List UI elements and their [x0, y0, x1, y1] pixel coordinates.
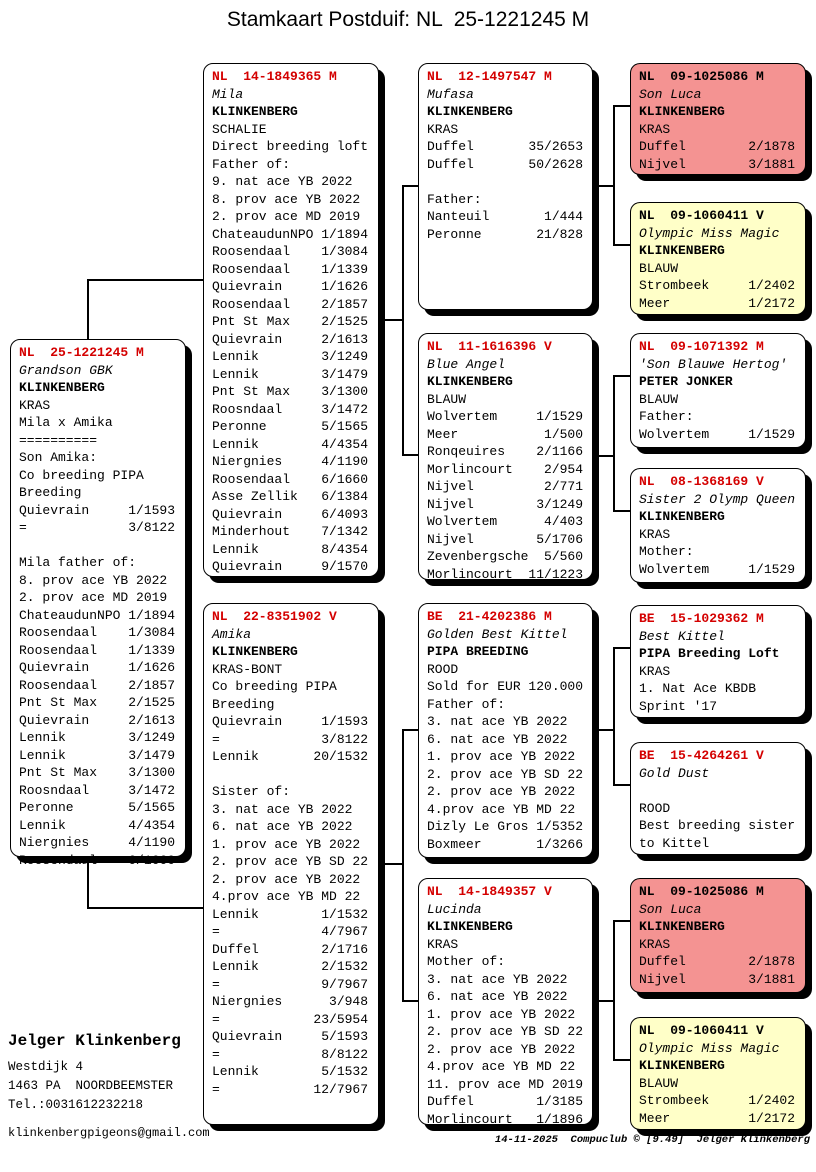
- connector-line: [613, 920, 630, 922]
- ring-number: BE 15-4264261 V: [639, 748, 764, 763]
- connector-line: [613, 920, 615, 1061]
- performance-line: Quievrain 5/1593: [212, 1029, 369, 1044]
- performance-line: Breeding: [19, 485, 82, 500]
- ring-number: NL 14-1849357 V: [427, 884, 552, 899]
- performance-line: Roosendaal 2/1857: [19, 677, 176, 693]
- performance-line: Lennik 1/1532: [212, 906, 369, 922]
- connector-line: [613, 244, 630, 246]
- performance-line: Lennik 5/1532: [212, 1064, 369, 1079]
- performance-line: Wolvertem 4/403: [427, 514, 584, 529]
- performance-line: Lennik 4/4354: [19, 817, 176, 833]
- pigeon-name: Gold Dust: [639, 765, 710, 781]
- performance-line: Co breeding PIPA: [19, 467, 144, 483]
- pigeon-name: Son Luca: [639, 86, 702, 102]
- pedigree-box-main: [10, 339, 186, 868]
- performance-line: Duffel 50/2628: [427, 156, 584, 172]
- pigeon-name: Best Kittel: [639, 628, 725, 644]
- connector-line: [402, 185, 418, 187]
- performance-line: Peronne 5/1565: [19, 800, 176, 815]
- loft-name: [639, 782, 803, 800]
- performance-line: Nanteuil 1/444: [427, 209, 584, 224]
- performance-lines: [639, 260, 803, 313]
- connector-line: [613, 375, 630, 377]
- performance-line: BLAUW: [639, 260, 679, 276]
- performance-line: 3. nat ace YB 2022: [212, 801, 353, 817]
- pigeon-name: Mufasa: [427, 86, 474, 102]
- performance-line: Roosndaal 3/1472: [212, 401, 369, 417]
- connector-line: [402, 729, 418, 731]
- performance-lines: [639, 663, 803, 716]
- performance-line: Roosndaal 3/1472: [19, 782, 176, 798]
- performance-line: Roosendaal 1/1339: [19, 642, 176, 658]
- performance-line: Wolvertem 1/1529: [639, 561, 796, 577]
- performance-line: ROOD: [639, 800, 671, 816]
- performance-line: Duffel 2/1716: [212, 941, 369, 957]
- performance-line: Quievrain 1/1593: [19, 502, 176, 518]
- performance-line: Mother of:: [427, 954, 506, 969]
- pigeon-name: 'Son Blauwe Hertog': [639, 356, 788, 372]
- loft-name: KLINKENBERG: [639, 104, 725, 119]
- performance-line: Roosendaal 1/3084: [19, 625, 176, 640]
- performance-lines: [639, 121, 803, 174]
- performance-line: Wolvertem 1/1529: [639, 426, 796, 442]
- performance-line: Meer 1/500: [427, 426, 584, 442]
- loft-name: KLINKENBERG: [639, 919, 725, 934]
- performance-line: Nijvel 5/1706: [427, 531, 584, 547]
- owner-name: Jelger Klinkenberg: [8, 1032, 181, 1050]
- performance-line: 1. prov ace YB 2022: [427, 749, 576, 764]
- connector-line: [402, 186, 404, 456]
- performance-line: Lennik 4/4354: [212, 436, 369, 452]
- performance-line: Mother:: [639, 544, 694, 559]
- performance-line: Quievrain 9/1570: [212, 559, 369, 574]
- performance-line: Father:: [427, 191, 482, 207]
- performance-line: Pnt St Max 2/1525: [212, 314, 369, 329]
- loft-name: KLINKENBERG: [639, 509, 725, 524]
- performance-lines: [427, 936, 590, 1129]
- performance-line: BLAUW: [639, 1075, 679, 1091]
- performance-line: = 4/7967: [212, 924, 369, 939]
- performance-line: Pnt St Max 3/1300: [212, 384, 369, 399]
- loft-name: KLINKENBERG: [19, 380, 105, 395]
- performance-line: KRAS: [639, 121, 671, 137]
- performance-line: 8. prov ace YB 2022: [19, 572, 168, 588]
- pigeon-name: Son Luca: [639, 901, 702, 917]
- performance-line: Strombeek 1/2402: [639, 278, 796, 293]
- connector-line: [613, 375, 615, 512]
- connector-line: [613, 1059, 630, 1061]
- performance-lines: [639, 800, 803, 853]
- loft-name: KLINKENBERG: [639, 243, 725, 258]
- owner-block: [8, 1032, 210, 1140]
- ring-number: NL 09-1060411 V: [639, 208, 764, 223]
- performance-line: Strombeek 1/2402: [639, 1093, 796, 1108]
- ring-number: BE 15-1029362 M: [639, 611, 764, 626]
- connector-line: [378, 863, 403, 865]
- connector-line: [87, 279, 203, 281]
- connector-line: [87, 907, 203, 909]
- connector-line: [613, 105, 615, 246]
- ring-number: NL 14-1849365 M: [212, 69, 337, 84]
- connector-line: [592, 185, 615, 187]
- performance-line: ROOD: [427, 661, 459, 677]
- connector-line: [613, 784, 630, 786]
- performance-line: Lennik 8/4354: [212, 541, 369, 557]
- performance-line: Ronqeuires 2/1166: [427, 444, 584, 459]
- performance-line: SCHALIE: [212, 121, 267, 137]
- owner-phone: Tel.:0031612232218: [8, 1098, 144, 1112]
- pedigree-box-mother: [203, 603, 379, 1125]
- performance-line: Pnt St Max 3/1300: [19, 765, 176, 780]
- performance-lines: [427, 121, 590, 244]
- pedigree-box-grandmother-paternal: [418, 333, 593, 580]
- performance-line: Niergnies 3/948: [212, 994, 369, 1009]
- performance-line: = 3/8122: [212, 731, 369, 747]
- performance-line: Boxmeer 1/3266: [427, 836, 584, 852]
- loft-name: KLINKENBERG: [639, 1058, 725, 1073]
- performance-lines: [427, 391, 590, 584]
- pigeon-name: Mila: [212, 86, 244, 102]
- ring-number: NL 25-1221245 M: [19, 345, 144, 360]
- performance-line: Quievrain 2/1613: [212, 331, 369, 347]
- performance-line: Wolvertem 1/1529: [427, 409, 584, 424]
- performance-line: 4.prov ace YB MD 22: [427, 801, 576, 817]
- performance-line: Duffel 2/1878: [639, 954, 796, 969]
- performance-lines: [212, 121, 376, 576]
- performance-line: Meer 1/2172: [639, 1110, 796, 1126]
- performance-line: Sister of:: [212, 784, 291, 799]
- footer-date: 14-11-2025: [494, 1134, 558, 1146]
- performance-line: = 9/7967: [212, 976, 369, 992]
- performance-line: Father of:: [427, 696, 506, 712]
- performance-line: BLAUW: [639, 391, 679, 407]
- performance-line: Quievrain 1/1626: [212, 279, 369, 294]
- performance-lines: [212, 661, 376, 1099]
- footer: [495, 1134, 810, 1146]
- performance-line: Roosendaal 1/1339: [212, 261, 369, 277]
- performance-line: Morlincourt 2/954: [427, 461, 584, 477]
- performance-line: Peronne 5/1565: [212, 419, 369, 434]
- performance-line: 6. nat ace YB 2022: [427, 989, 568, 1004]
- performance-line: 6. nat ace YB 2022: [212, 819, 353, 834]
- connector-line: [592, 729, 615, 731]
- pigeon-name: Sister 2 Olymp Queen: [639, 491, 796, 507]
- performance-line: ChateaudunNPO 1/1894: [212, 226, 369, 242]
- performance-line: Quievrain 6/4093: [212, 506, 369, 522]
- performance-line: 2. prov ace YB SD 22: [427, 766, 584, 782]
- pedigree-box-father: [203, 63, 379, 577]
- performance-line: 2. prov ace MD 2019: [19, 590, 168, 605]
- loft-name: KLINKENBERG: [212, 104, 298, 119]
- performance-line: Lennik 3/1249: [212, 349, 369, 364]
- performance-line: Nijvel 3/1881: [639, 156, 796, 172]
- pigeon-name: Golden Best Kittel: [427, 626, 568, 642]
- performance-line: Breeding: [212, 696, 275, 712]
- performance-line: 8. prov ace YB 2022: [212, 191, 361, 207]
- ring-number: NL 12-1497547 M: [427, 69, 552, 84]
- performance-line: Morlincourt 1/1896: [427, 1111, 584, 1127]
- performance-lines: [427, 661, 590, 854]
- performance-line: Nijvel 2/771: [427, 479, 584, 494]
- performance-line: Sold for EUR 120.000: [427, 679, 584, 694]
- connector-line: [402, 454, 418, 456]
- performance-line: KRAS-BONT: [212, 661, 283, 677]
- performance-line: Roosendaal 6/1660: [19, 852, 176, 868]
- connector-line: [592, 1000, 615, 1002]
- performance-line: ==========: [19, 432, 98, 448]
- performance-line: Lennik 2/1532: [212, 959, 369, 974]
- ring-number: NL 09-1025086 M: [639, 884, 764, 899]
- performance-line: = 3/8122: [19, 520, 176, 535]
- loft-name: KLINKENBERG: [427, 104, 513, 119]
- performance-line: Pnt St Max 2/1525: [19, 695, 176, 710]
- performance-line: Son Amika:: [19, 450, 98, 465]
- pigeon-name: Blue Angel: [427, 356, 506, 372]
- performance-line: 2. prov ace YB 2022: [212, 871, 361, 887]
- pedigree-box-greatgrandparent-7: [630, 878, 806, 993]
- loft-name: PETER JONKER: [639, 374, 733, 389]
- owner-address-line2: 1463 PA NOORDBEEMSTER: [8, 1079, 174, 1093]
- performance-line: Mila father of:: [19, 555, 137, 570]
- performance-line: Lennik 3/1479: [212, 366, 369, 382]
- performance-line: Dizly Le Gros 1/5352: [427, 819, 584, 834]
- performance-line: 2. prov ace YB 2022: [427, 784, 576, 799]
- ring-number: NL 09-1025086 M: [639, 69, 764, 84]
- performance-line: [212, 766, 376, 784]
- performance-line: 4.prov ace YB MD 22: [212, 889, 361, 904]
- pedigree-box-greatgrandparent-3: [630, 333, 806, 448]
- performance-line: Father:: [639, 409, 694, 424]
- connector-line: [402, 730, 404, 1002]
- performance-line: Asse Zellik 6/1384: [212, 489, 369, 504]
- connector-line: [402, 1000, 418, 1002]
- performance-line: Niergnies 4/1190: [212, 454, 369, 469]
- performance-line: 6. nat ace YB 2022: [427, 731, 568, 747]
- performance-line: Quievrain 1/1626: [19, 660, 176, 675]
- performance-line: Mila x Amika: [19, 415, 113, 430]
- performance-line: 2. prov ace YB 2022: [427, 1041, 576, 1057]
- performance-line: 1. Nat Ace KBDB: [639, 681, 757, 696]
- pedigree-box-greatgrandparent-6: [630, 742, 806, 855]
- performance-line: 1. prov ace YB 2022: [427, 1006, 576, 1022]
- performance-line: Duffel 1/3185: [427, 1094, 584, 1109]
- performance-line: 4.prov ace YB MD 22: [427, 1059, 576, 1074]
- performance-line: Quievrain 2/1613: [19, 712, 176, 728]
- performance-line: Zevenbergsche 5/560: [427, 549, 584, 564]
- performance-line: 3. nat ace YB 2022: [427, 714, 568, 729]
- pigeon-name: Olympic Miss Magic: [639, 1040, 780, 1056]
- performance-line: Niergnies 4/1190: [19, 835, 176, 850]
- performance-line: 1. prov ace YB 2022: [212, 836, 361, 852]
- performance-line: KRAS: [19, 397, 51, 413]
- footer-author: Jelger Klinkenberg: [696, 1134, 810, 1146]
- connector-line: [613, 647, 630, 649]
- pedigree-box-greatgrandparent-5: [630, 605, 806, 718]
- performance-line: = 8/8122: [212, 1046, 369, 1062]
- performance-line: Roosendaal 6/1660: [212, 471, 369, 487]
- performance-line: Father of:: [212, 156, 291, 172]
- performance-line: KRAS: [639, 663, 671, 679]
- performance-line: ChateaudunNPO 1/1894: [19, 607, 176, 623]
- performance-lines: [639, 1075, 803, 1128]
- connector-line: [87, 279, 89, 340]
- connector-line: [592, 455, 615, 457]
- connector-line: [613, 647, 615, 786]
- loft-name: PIPA BREEDING: [427, 644, 529, 659]
- performance-line: KRAS: [427, 936, 459, 952]
- performance-line: Best breeding sister: [639, 818, 796, 833]
- pigeon-name: Grandson GBK: [19, 362, 113, 378]
- performance-line: Sprint '17: [639, 698, 718, 714]
- performance-line: Meer 1/2172: [639, 295, 796, 311]
- performance-line: Lennik 3/1249: [19, 730, 176, 745]
- performance-line: Direct breeding loft: [212, 139, 369, 154]
- ring-number: BE 21-4202386 M: [427, 609, 552, 624]
- performance-line: KRAS: [639, 936, 671, 952]
- performance-line: KRAS: [639, 526, 671, 542]
- performance-line: [19, 537, 183, 555]
- ring-number: NL 22-8351902 V: [212, 609, 337, 624]
- performance-lines: [19, 397, 183, 870]
- performance-line: BLAUW: [427, 391, 467, 407]
- performance-line: Nijvel 3/1249: [427, 496, 584, 512]
- performance-lines: [639, 936, 803, 989]
- performance-line: Duffel 2/1878: [639, 139, 796, 154]
- pigeon-name: Lucinda: [427, 901, 482, 917]
- ring-number: NL 09-1060411 V: [639, 1023, 764, 1038]
- performance-line: to Kittel: [639, 835, 710, 851]
- performance-line: 11. prov ace MD 2019: [427, 1076, 584, 1092]
- ring-number: NL 11-1616396 V: [427, 339, 552, 354]
- pedigree-box-greatgrandparent-4: [630, 468, 806, 583]
- performance-line: [427, 173, 590, 191]
- loft-name: PIPA Breeding Loft: [639, 646, 780, 661]
- performance-line: 3. nat ace YB 2022: [427, 971, 568, 987]
- performance-line: = 23/5954: [212, 1011, 369, 1027]
- performance-line: 2. prov ace YB SD 22: [212, 854, 369, 869]
- owner-email: klinkenbergpigeons@gmail.com: [8, 1126, 210, 1140]
- performance-line: Co breeding PIPA: [212, 679, 337, 694]
- performance-lines: [639, 391, 803, 444]
- performance-line: 9. nat ace YB 2022: [212, 174, 353, 189]
- connector-line: [613, 105, 630, 107]
- pigeon-name: Amika: [212, 626, 252, 642]
- pigeon-name: Olympic Miss Magic: [639, 225, 780, 241]
- performance-line: Roosendaal 2/1857: [212, 296, 369, 312]
- performance-line: Lennik 3/1479: [19, 747, 176, 763]
- performance-line: Nijvel 3/1881: [639, 971, 796, 987]
- performance-line: Roosendaal 1/3084: [212, 244, 369, 259]
- pedigree-box-greatgrandparent-8: [630, 1017, 806, 1130]
- performance-line: = 12/7967: [212, 1081, 369, 1097]
- performance-line: KRAS: [427, 121, 459, 137]
- performance-line: Duffel 35/2653: [427, 139, 584, 154]
- loft-name: KLINKENBERG: [427, 374, 513, 389]
- performance-line: 2. prov ace YB SD 22: [427, 1024, 584, 1039]
- performance-lines: [639, 526, 803, 579]
- pedigree-box-grandfather-maternal: [418, 603, 593, 858]
- loft-name: KLINKENBERG: [212, 644, 298, 659]
- performance-line: 2. prov ace MD 2019: [212, 209, 361, 224]
- connector-line: [613, 510, 630, 512]
- page-title: Stamkaart Postduif: NL 25-1221245 M: [226, 8, 590, 31]
- pedigree-box-grandfather-paternal: [418, 63, 593, 310]
- loft-name: KLINKENBERG: [427, 919, 513, 934]
- pedigree-box-grandmother-maternal: [418, 878, 593, 1125]
- owner-address-line1: Westdijk 4: [8, 1060, 84, 1074]
- pedigree-box-greatgrandparent-2: [630, 202, 806, 315]
- performance-line: Minderhout 7/1342: [212, 524, 369, 539]
- performance-line: Lennik 20/1532: [212, 749, 369, 764]
- performance-line: Peronne 21/828: [427, 226, 584, 242]
- connector-line: [378, 319, 403, 321]
- performance-line: Quievrain 1/1593: [212, 714, 369, 729]
- performance-line: Morlincourt 11/1223: [427, 566, 584, 582]
- footer-software: Compuclub © [9.49]: [570, 1134, 684, 1146]
- ring-number: NL 08-1368169 V: [639, 474, 764, 489]
- ring-number: NL 09-1071392 M: [639, 339, 764, 354]
- pedigree-box-greatgrandparent-1: [630, 63, 806, 175]
